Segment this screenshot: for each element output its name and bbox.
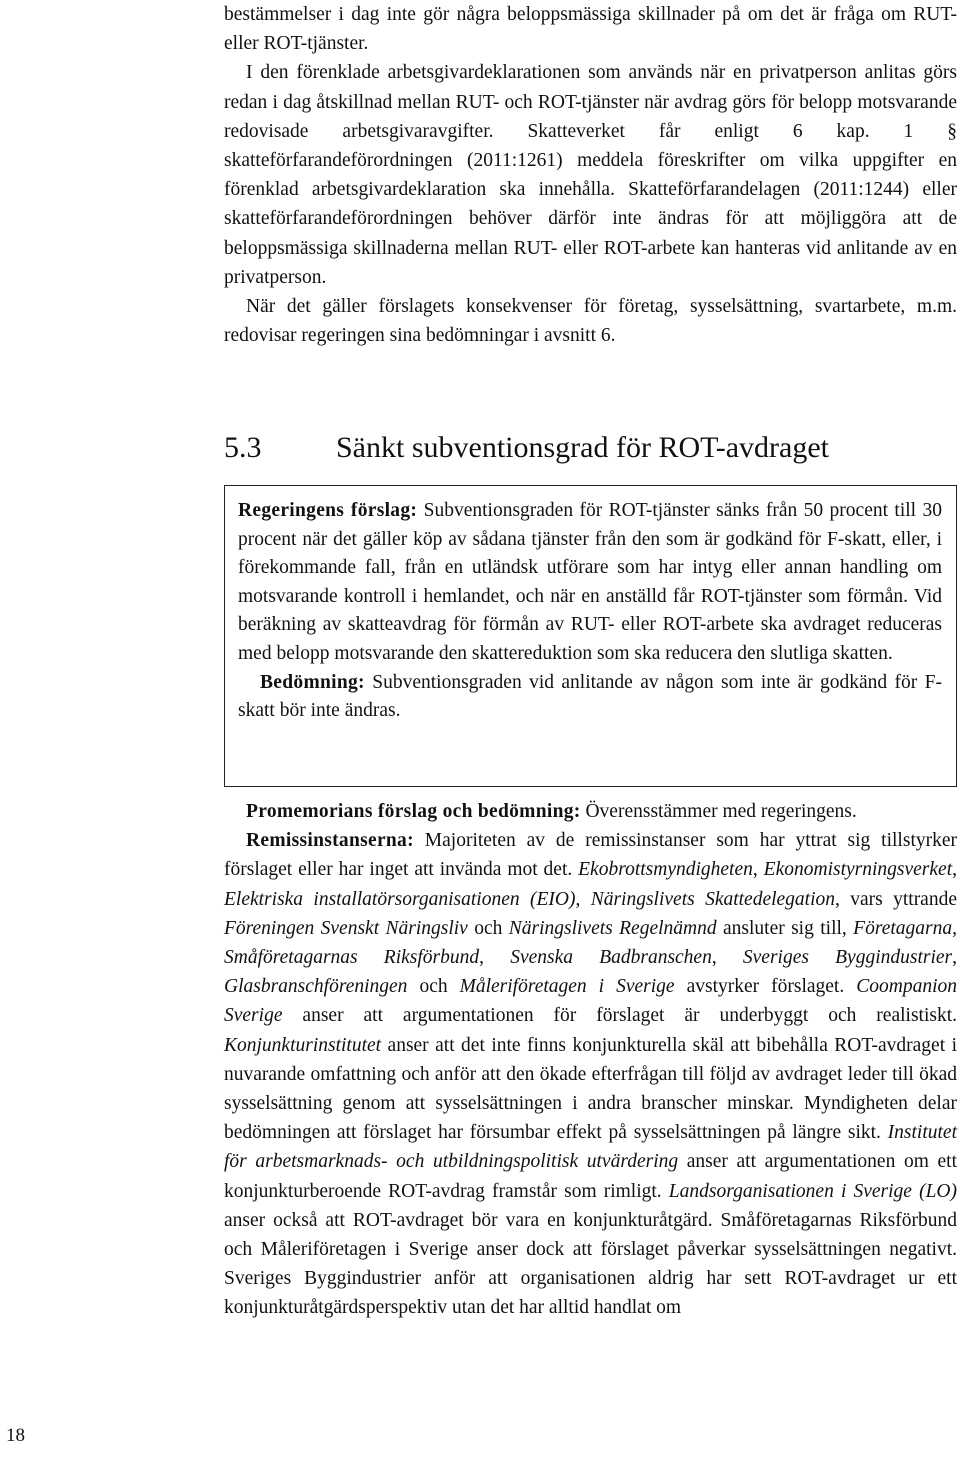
organization-name: Sveriges Byggindustrier: [742, 947, 953, 969]
section-number: 5.3: [224, 431, 262, 464]
text-run: ,: [952, 947, 958, 969]
text-run: och: [467, 917, 509, 939]
organization-name: Coompanion Sverige: [224, 976, 957, 1027]
text-run: ansluter sig till,: [716, 917, 854, 939]
text-run: ,: [952, 859, 957, 881]
text-run: ,: [711, 947, 743, 969]
organization-name: Näringslivets Skattedelegation: [590, 888, 836, 910]
text-run: anser att det inte finns konjunkturella skäl att bibehålla ROT-avdraget i nuvarande omfattning och anför att den ökade efterfrågan till följd av avdraget leder till ökad sysselsättning genom att sysselsättningen i andra branscher minskar. Myndigheten delar bedömningen att förslaget har försumbar effekt på sysselsättningen på längre sikt.: [224, 1034, 957, 1144]
remiss-label: Remissinstanserna:: [246, 830, 414, 852]
paragraph: I den förenklade arbetsgivardeklarationen som används när en privatperson anlitas görs redan i dag åtskillnad mellan RUT- och ROT-tjänster när avdrag görs för belopp motsvarande redovisade arbetsgivaravgifter. Skatteverket får enligt 6 kap. 1 § skatteförfarandeförordningen (2011:1261) meddela föreskrifter om vilka uppgifter en förenklad arbetsgivardeklaration ska innehålla. Skatteförfarandelagen (2011:1244) eller skatteförfarandeförordningen behöver därför inte ändras för att möjliggöra att de beloppsmässiga skillnaderna mellan RUT- eller ROT-arbete kan hanteras vid anlitande av en privatperson.: [224, 62, 957, 288]
organization-name: Svenska Badbranschen: [510, 947, 712, 969]
proposal-box: [224, 485, 957, 787]
organization-name: Föreningen Svenskt Näringsliv: [224, 917, 468, 939]
organization-name: Glasbranschföreningen: [224, 976, 408, 998]
organization-name: Landsorganisationen i Sverige (LO): [668, 1180, 957, 1202]
text-run: avstyrker förslaget.: [674, 976, 857, 998]
text-run: ,: [752, 859, 764, 881]
organization-name: Ekobrottsmyndigheten: [578, 859, 753, 881]
organization-name: Elektriska installatörsorganisationen (EIO): [224, 888, 576, 910]
proposal-label: Regeringens förslag:: [238, 500, 418, 521]
organization-name: Måleriföretagen i Sverige: [459, 976, 675, 998]
assessment-paragraph: [238, 669, 942, 726]
memo-text: Överensstämmer med regeringens.: [580, 801, 857, 822]
organization-name: Småföretagarnas Riksförbund: [224, 947, 480, 969]
proposal-text: Subventionsgraden för ROT-tjänster sänks från 50 procent till 30 procent när det gäller köp av sådana tjänster från den som är godkänd för F-skatt, eller, i förekommande fall, från en utländsk utförare som har intyg eller annan handling om motsvarande kontroll i hemlandet, och när en anställd får ROT-tjänster som förmån. Vid beräkning av skatteavdrag för förmån av RUT- eller ROT-arbete ska avdraget reduceras med belopp motsvarande den skattereduktion som ska reducera den slutliga skatten.: [238, 500, 942, 664]
body-text: [224, 797, 957, 1323]
page-number: 18: [6, 1425, 25, 1446]
remiss-paragraph: [224, 826, 957, 1322]
text-run: ,: [952, 917, 957, 939]
assessment-text: Subventionsgraden vid anlitande av någon som inte är godkänd för F-skatt bör inte ändras.: [238, 671, 942, 722]
proposal-paragraph: [238, 497, 942, 669]
section-heading: [224, 428, 957, 468]
text-run: anser att argumentationen om ett konjunkturberoende ROT-avdrag framstår som rimligt.: [224, 1151, 957, 1202]
text-run: Majoriteten av de remissinstanser som har yttrat sig tillstyrker förslaget eller har inget att invända mot det.: [224, 830, 957, 881]
paragraph: bestämmelser i dag inte gör några beloppsmässiga skillnader på om det är fråga om RUT- eller ROT-tjänster.: [224, 4, 957, 55]
organization-name: Företagarna: [853, 917, 953, 939]
intro-text: [224, 0, 957, 350]
organization-name: Näringslivets Regelnämnd: [508, 917, 717, 939]
text-run: anser att argumentationen för förslaget är underbyggt och realistiskt.: [282, 1005, 957, 1027]
text-run: , vars yttrande: [835, 888, 957, 910]
organization-name: Ekonomistyrningsverket: [763, 859, 953, 881]
paragraph: När det gäller förslagets konsekvenser för företag, sysselsättning, svartarbete, m.m. redovisar regeringen sina bedömningar i avsnitt 6.: [224, 296, 957, 347]
assessment-label: Bedömning:: [260, 671, 365, 693]
organization-name: Institutet för arbetsmarknads- och utbildningspolitisk utvärdering: [224, 1122, 957, 1173]
memo-label: Promemorians förslag och bedömning:: [246, 801, 581, 822]
text-run: ,: [575, 888, 591, 910]
memo-paragraph: [224, 797, 957, 826]
organization-name: Konjunkturinstitutet: [224, 1034, 382, 1056]
text-run: anser också att ROT-avdraget bör vara en konjunkturåtgärd. Småföretagarnas Riksförbund och Måleriföretagen i Sverige anser dock att förslaget påverkar sysselsättningen negativt. Sveriges Byggindustrier anför att organisationen aldrig har sett ROT-avdraget ur ett konjunkturåtgärdsperspektiv utan det har alltid handlat om: [224, 1209, 957, 1319]
section-title: Sänkt subventionsgrad för ROT-avdraget: [336, 431, 829, 464]
text-run: ,: [479, 947, 511, 969]
text-run: och: [407, 976, 460, 998]
